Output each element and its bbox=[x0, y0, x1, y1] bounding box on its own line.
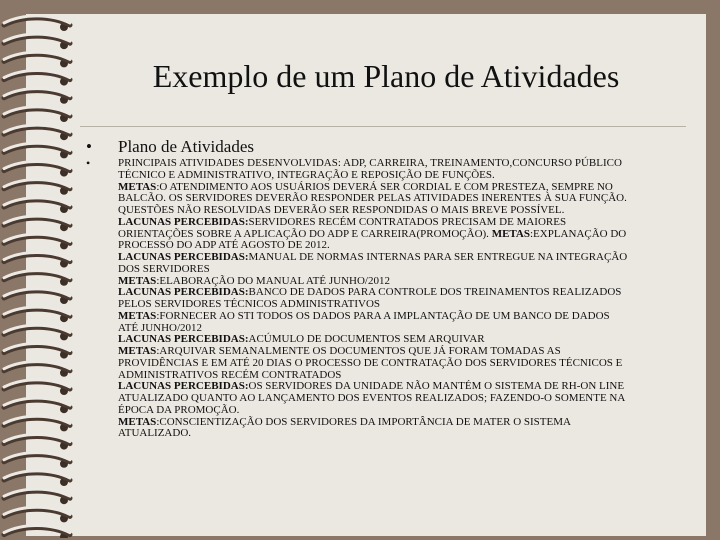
body-text-run: PROCESSO DO ADP ATÉ AGOSTO DE 2012. bbox=[118, 239, 330, 252]
body-text-run: BALCÃO. OS SERVIDORES DEVERÃO RESPONDER PELAS ATIVIDADES INERENTES À SUA FUNÇÃO. bbox=[118, 192, 627, 205]
bold-label: METAS bbox=[118, 274, 157, 287]
ring-icon bbox=[4, 362, 70, 377]
ring-icon bbox=[4, 307, 70, 322]
bold-label: METAS bbox=[118, 415, 157, 428]
body-text-run: :ELABORAÇÃO DO MANUAL ATÉ JUNHO/2012 bbox=[156, 274, 390, 287]
bold-label: METAS bbox=[118, 309, 157, 322]
spiral-binding-icon bbox=[0, 8, 80, 538]
ring-icon bbox=[4, 161, 70, 176]
bullet-icon: • bbox=[86, 137, 92, 156]
ring-icon bbox=[4, 125, 70, 140]
bullet-heading-text: Plano de Atividades bbox=[118, 137, 254, 156]
body-line bbox=[118, 428, 683, 440]
ring-icon bbox=[4, 289, 70, 304]
page-title: Exemplo de um Plano de Atividades bbox=[152, 58, 620, 94]
ring-icon bbox=[4, 453, 70, 468]
body-text-run: TÉCNICO E ADMINISTRATIVO, INTEGRAÇÃO E REPOSIÇÃO DE FUNÇÕES. bbox=[118, 168, 495, 181]
body-text-run: MANUAL DE NORMAS INTERNAS PARA SER ENTREGUE NA INTEGRAÇÃO bbox=[248, 251, 628, 263]
body-text-run: :ARQUIVAR SEMANALMENTE OS DOCUMENTOS QUE JÁ FORAM TOMADAS AS bbox=[156, 345, 561, 357]
body-text-run: PELOS SERVIDORES TÉCNICOS ADMINISTRATIVOS bbox=[118, 298, 381, 310]
ring-icon bbox=[4, 34, 70, 49]
body-line bbox=[118, 417, 683, 429]
ring-icon bbox=[4, 398, 70, 413]
body-text-run: ATÉ JUNHO/2012 bbox=[118, 321, 203, 334]
ring-icon bbox=[4, 271, 70, 286]
bold-label: LACUNAS PERCEBIDAS: bbox=[118, 215, 249, 228]
ring-icon bbox=[4, 525, 70, 538]
ring-icon bbox=[4, 52, 70, 67]
ring-icon bbox=[4, 234, 70, 249]
bold-label: METAS bbox=[491, 227, 530, 240]
ring-icon bbox=[4, 325, 70, 340]
ring-icon bbox=[4, 198, 70, 213]
body-line bbox=[118, 311, 683, 323]
body-text-run: :FORNECER AO STI TODOS OS DADOS PARA A IMPLANTAÇÃO DE UM BANCO DE DADOS bbox=[156, 309, 610, 322]
body-text-run: QUESTÕES NÃO RESOLVIDAS DEVERÃO SER RESPONDIDAS O MAIS BREVE POSSÍVEL. bbox=[118, 204, 565, 216]
ring-icon bbox=[4, 180, 70, 195]
bullet-icon: • bbox=[86, 156, 91, 170]
bold-label: LACUNAS PERCEBIDAS: bbox=[118, 286, 249, 299]
ring-icon bbox=[4, 107, 70, 122]
ring-icon bbox=[4, 471, 70, 486]
bold-label: LACUNAS PERCEBIDAS: bbox=[118, 251, 249, 263]
body-text-run: ATUALIZADO QUANTO AO LANÇAMENTO DOS EVENTOS REALIZADOS; FAZENDO-O SOMENTE NA bbox=[118, 392, 626, 404]
bold-label: LACUNAS PERCEBIDAS: bbox=[118, 380, 249, 393]
ring-icon bbox=[4, 89, 70, 104]
body-text-run: PROVIDÊNCIAS E EM ATÉ 20 DIAS O PROCESSO DE CONTRATAÇÃO DOS SERVIDORES TÉCNICOS E bbox=[118, 356, 623, 369]
body-text-run: OS SERVIDORES DA UNIDADE NÃO MANTÉM O SISTEMA DE RH-ON LINE bbox=[248, 380, 625, 393]
bold-label: LACUNAS PERCEBIDAS: bbox=[118, 333, 249, 346]
bold-label: METAS bbox=[118, 180, 157, 193]
body-text-run: ACÚMULO DE DOCUMENTOS SEM ARQUIVAR bbox=[248, 333, 485, 346]
ring-icon bbox=[4, 434, 70, 449]
body-text-run: ADMINISTRATIVOS RECÉM CONTRATADOS bbox=[118, 368, 342, 381]
bold-label: METAS bbox=[118, 345, 157, 357]
body-text bbox=[118, 158, 683, 440]
ring-icon bbox=[4, 416, 70, 431]
ring-icon bbox=[4, 343, 70, 358]
ring-icon bbox=[4, 252, 70, 267]
ring-icon bbox=[4, 380, 70, 395]
body-text-run: :EXPLANAÇÃO DO bbox=[530, 227, 627, 240]
body-text-run: ÉPOCA DA PROMOÇÃO. bbox=[118, 403, 240, 416]
ring-icon bbox=[4, 216, 70, 231]
ring-icon bbox=[4, 16, 70, 31]
body-text-run: ORIENTAÇÕES SOBRE A APLICAÇÃO DO ADP E CARREIRA(PROMOÇÃO). bbox=[118, 227, 492, 240]
ring-icon bbox=[4, 143, 70, 158]
body-text-run: :CONSCIENTIZAÇÃO DOS SERVIDORES DA IMPORTÂNCIA DE MATER O SISTEMA bbox=[156, 415, 571, 428]
body-text-run: BANCO DE DADOS PARA CONTROLE DOS TREINAMENTOS REALIZADOS bbox=[248, 286, 622, 299]
ring-icon bbox=[4, 70, 70, 85]
body-text-run: SERVIDORES RECÉM CONTRATADOS PRECISAM DE MAIORES bbox=[248, 215, 567, 228]
ring-icon bbox=[4, 489, 70, 504]
body-text-run: ATUALIZADO. bbox=[118, 427, 192, 440]
divider bbox=[80, 126, 686, 127]
body-text-run: DOS SERVIDORES bbox=[118, 262, 210, 275]
ring-icon bbox=[4, 507, 70, 522]
body-text-run: :O ATENDIMENTO AOS USUÁRIOS DEVERÁ SER CORDIAL E COM PRESTEZA, SEMPRE NO bbox=[156, 180, 613, 193]
body-text-run: PRINCIPAIS ATIVIDADES DESENVOLVIDAS: ADP, CARREIRA, TREINAMENTO,CONCURSO PÚBLICO bbox=[118, 157, 622, 169]
